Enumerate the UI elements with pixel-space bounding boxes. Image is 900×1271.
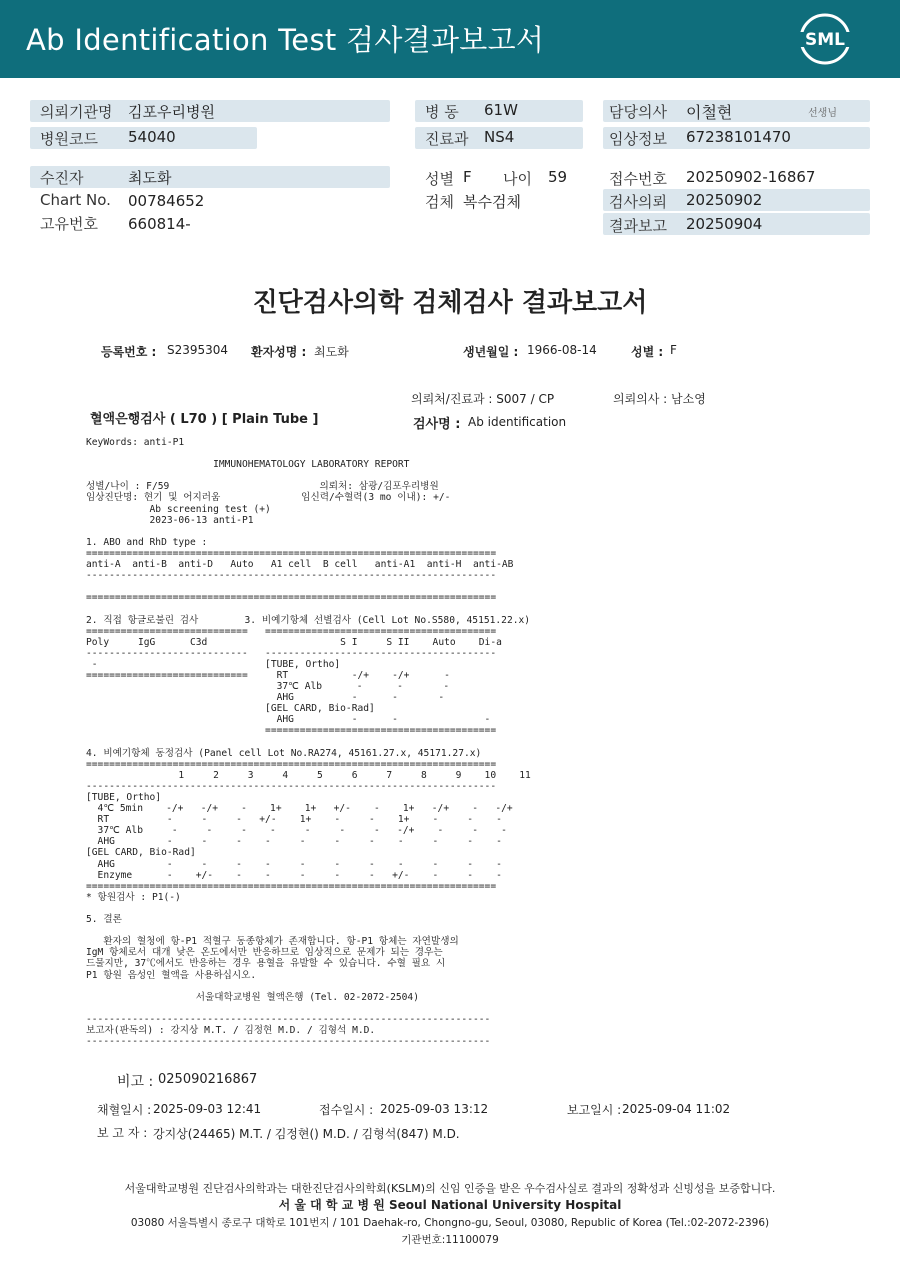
report-line: ======================================================================= [86, 758, 497, 770]
header-title: Ab Identification Test 검사결과보고서 [26, 23, 545, 57]
report-line: KeyWords: anti-P1 [86, 437, 185, 448]
document-title: 진단검사의학 검체검사 결과보고서 [252, 288, 648, 318]
dept-label: 진료과 [425, 130, 469, 148]
report-line: 37℃ Alb - - - [86, 681, 450, 693]
report-time-label: 보고일시 : [567, 1103, 622, 1117]
report-line [86, 1003, 531, 1014]
uid-label: 고유번호 [40, 215, 98, 233]
doc-sex-value: F [670, 343, 677, 357]
chart-label: Chart No. [40, 191, 111, 209]
receipt-label: 접수번호 [609, 170, 667, 188]
report-line: RT - - - +/- 1+ - - 1+ - - - [86, 814, 502, 826]
report-line: ======================================================================= [86, 592, 497, 604]
reg-value: S2395304 [167, 343, 229, 357]
receipt-value: 20250902-16867 [686, 168, 816, 186]
receive-label: 접수일시 : [319, 1103, 374, 1117]
dob-label: 생년월일 : [463, 345, 519, 359]
report-line: Enzyme - +/- - - - - - +/- - - - [86, 869, 502, 881]
ref-doctor: 의뢰의사 : 남소영 [613, 392, 706, 406]
report-line: 4℃ 5min -/+ -/+ - 1+ 1+ +/- - 1+ -/+ - -/+ [86, 803, 513, 815]
report-line: 1. ABO and RhD type : [86, 536, 208, 548]
specimen-value: 복수검체 [463, 193, 521, 211]
doc-sex-label: 성별 : [631, 345, 664, 359]
age-label: 나이 [503, 170, 532, 188]
name-label: 환자성명 : [251, 345, 307, 359]
report-line [86, 737, 531, 748]
report-line [86, 581, 531, 592]
report-line: 환자의 혈청에 항-P1 적혈구 동종항체가 존재합니다. 항-P1 항체는 자연발생의 [86, 936, 459, 948]
report-date-label: 결과보고 [609, 217, 667, 235]
report-line: 37℃ Alb - - - - - - - -/+ - - - [86, 825, 507, 837]
sex-label: 성별 [425, 170, 454, 188]
report-line: 서울대학교병원 혈액은행 (Tel. 02-2072-2504) [86, 991, 419, 1003]
report-line: ============================ RT -/+ -/+ - [86, 669, 450, 681]
report-line: ======================================== [86, 725, 497, 737]
institution-value: 김포우리병원 [128, 103, 215, 121]
specimen-label: 검체 [425, 193, 454, 211]
hospital-code-value: 54040 [128, 128, 176, 146]
footer-address: 03080 서울특별시 종로구 대학로 101번지 / 101 Daehak-ro, Chongno-gu, Seoul, 03080, Republic of Korea (Tel.:02-2072-2396) [130, 1217, 770, 1229]
report-line: ---------------------------- ---------------------------------------- [86, 647, 497, 659]
report-line: 성별/나이 : F/59 의뢰처: 삼광/김포우리병원 [86, 481, 439, 493]
name-value: 최도화 [314, 345, 349, 359]
report-line: [GEL CARD, Bio-Rad] [86, 847, 196, 859]
age-value: 59 [548, 168, 568, 186]
report-line: AHG - - - - - - - - - - - [86, 836, 502, 848]
report-line: 4. 비예기항체 동정검사 (Panel cell Lot No.RA274, 45161.27.x, 45171.27.x) [86, 747, 482, 759]
report-line: - [TUBE, Ortho] [86, 658, 341, 670]
dept-value: NS4 [484, 128, 515, 146]
patient-value: 최도화 [128, 169, 172, 187]
ward-label: 병 동 [425, 103, 459, 121]
report-line: * 항원검사 : P1(-) [86, 891, 181, 903]
report-line [86, 903, 531, 914]
collect-value: 2025-09-03 12:41 [153, 1102, 262, 1116]
report-line: AHG - - - [86, 692, 445, 704]
test-name-label: 검사명 : [413, 417, 461, 432]
report-line: 임상진단명: 현기 및 어지러움 임신력/수혈력(3 mo 이내): +/- [86, 492, 451, 504]
report-line [86, 981, 531, 992]
report-line: 보고자(판독의) : 강지상 M.T. / 김정현 M.D. / 김형석 M.D. [86, 1024, 376, 1036]
sex-value: F [463, 168, 472, 186]
request-value: 20250902 [686, 191, 763, 209]
footer-hospital: 서 울 대 학 교 병 원 Seoul National University Hospital [278, 1198, 622, 1212]
sml-logo [798, 12, 852, 66]
patient-label: 수진자 [40, 169, 84, 187]
doctor-value: 이철현 [686, 103, 733, 122]
svg-text:SML: SML [805, 30, 845, 50]
report-line: [TUBE, Ortho] [86, 792, 162, 803]
chart-value: 00784652 [128, 192, 205, 210]
report-line: anti-A anti-B anti-D Auto A1 cell B cell anti-A1 anti-H anti-AB [86, 559, 514, 571]
reg-label: 등록번호 : [101, 345, 157, 359]
reporter-value: 강지상(24465) M.T. / 김정현() M.D. / 김형석(847) M.D. [153, 1127, 460, 1141]
report-line: AHG - - - - - - - - - - - [86, 858, 502, 870]
report-line: IgM 항체로서 대개 낮은 온도에서만 반응하므로 임상적으로 문제가 되는 경우는 [86, 947, 443, 959]
request-label: 검사의뢰 [609, 193, 667, 211]
report-line: AHG - - - [86, 714, 491, 726]
report-line: ============================ ======================================== [86, 625, 497, 637]
report-line: ======================================================================= [86, 547, 497, 559]
footer-institution-number: 기관번호:11100079 [401, 1234, 499, 1246]
footer-certification: 서울대학교병원 진단검사의학과는 대한진단검사의학회(KSLM)의 신임 인증을 받은 우수검사실로 결과의 정확성과 신빙성을 보증합니다. [124, 1182, 776, 1195]
doctor-suffix: 선생님 [808, 108, 837, 119]
report-line [86, 448, 531, 459]
report-line: 5. 결론 [86, 914, 122, 926]
clinical-value: 67238101470 [686, 128, 791, 146]
report-line: ---------------------------------------------------------------------- [86, 1013, 491, 1025]
collect-label: 채혈일시 : [97, 1103, 152, 1117]
institution-label: 의뢰기관명 [40, 103, 113, 121]
report-line: ---------------------------------------------------------------------- [86, 1036, 491, 1048]
report-line: ======================================================================= [86, 880, 497, 892]
reporter-label: 보 고 자 : [97, 1126, 148, 1140]
dob-value: 1966-08-14 [527, 343, 597, 357]
test-name-value: Ab identification [468, 415, 567, 429]
report-time-value: 2025-09-04 11:02 [622, 1102, 731, 1116]
report-line: 드물지만, 37℃에서도 반응하는 경우 용혈을 유발할 수 있습니다. 수혈 필요 시 [86, 958, 446, 970]
report-line: Ab screening test (+) [86, 503, 271, 515]
report-header [0, 0, 900, 78]
report-line: Poly IgG C3d S I S II Auto Di-a [86, 636, 502, 648]
patient-row-bg [30, 166, 390, 188]
test-group: 혈액은행검사 ( L70 ) [ Plain Tube ] [90, 412, 319, 427]
receive-value: 2025-09-03 13:12 [380, 1102, 489, 1116]
report-line: [GEL CARD, Bio-Rad] [86, 703, 375, 715]
report-line: ----------------------------------------------------------------------- [86, 780, 497, 792]
ref-dept: 의뢰처/진료과 : S007 / CP [411, 392, 555, 406]
report-line [86, 526, 531, 537]
report-line: 2. 직접 항글로불린 검사 3. 비예기항체 선별검사 (Cell Lot No.S580, 45151.22.x) [86, 614, 531, 626]
report-date-value: 20250904 [686, 215, 763, 233]
clinical-label: 임상정보 [609, 130, 667, 148]
report-line [86, 925, 531, 936]
report-line: P1 항원 음성인 혈액을 사용하십시오. [86, 969, 257, 981]
report-line: 2023-06-13 anti-P1 [86, 514, 254, 526]
note-label: 비고 : [117, 1074, 154, 1090]
report-line: 1 2 3 4 5 6 7 8 9 10 11 [86, 769, 531, 781]
uid-value: 660814- [128, 215, 191, 233]
report-line: IMMUNOHEMATOLOGY LABORATORY REPORT [86, 459, 410, 471]
note-value: 025090216867 [158, 1072, 258, 1087]
doctor-label: 담당의사 [609, 103, 667, 121]
ward-value: 61W [484, 101, 518, 119]
hospital-code-label: 병원코드 [40, 130, 98, 148]
report-line: ----------------------------------------------------------------------- [86, 570, 497, 582]
report-line [86, 603, 531, 614]
lab-report-body [86, 437, 531, 1047]
report-line [86, 470, 531, 481]
